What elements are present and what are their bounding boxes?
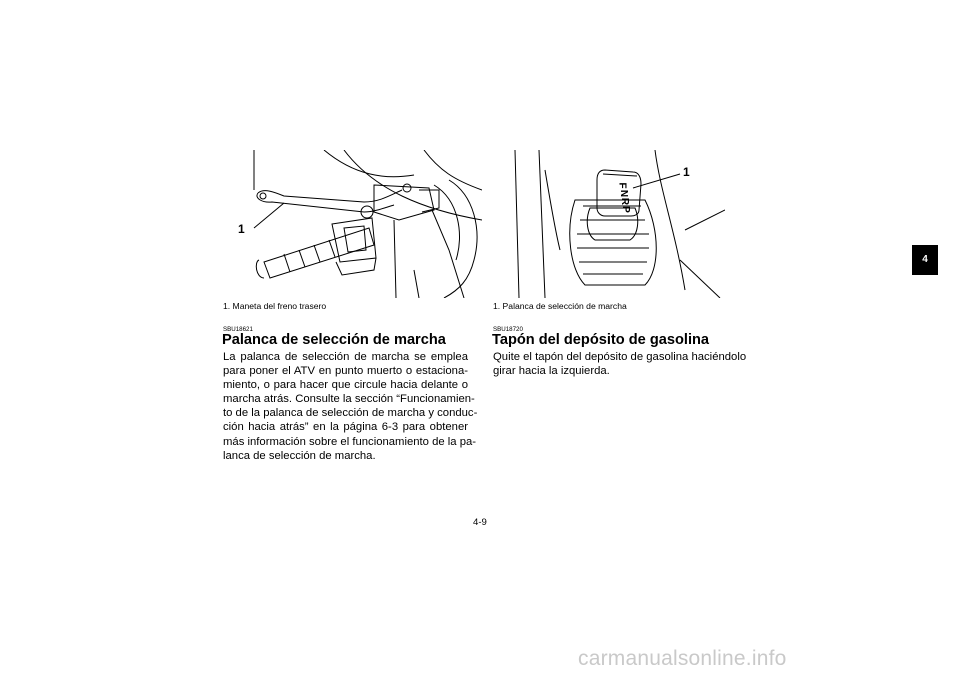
paragraph-line: miento, o para hacer que circule hacia delante o xyxy=(223,379,468,392)
shift-lever-illustration xyxy=(505,150,725,298)
paragraph-line: más información sobre el funcionamiento de la pa- xyxy=(223,435,477,448)
paragraph-line: Quite el tapón del depósito de gasolina haciéndolo xyxy=(493,351,747,363)
gear-letter-p: P xyxy=(619,206,631,213)
right-section-paragraph xyxy=(493,350,747,378)
brake-lever-illustration xyxy=(224,150,482,298)
right-section-code: SBU18720 xyxy=(493,326,523,333)
watermark: carmanualsonline.info xyxy=(578,647,787,670)
paragraph-line: girar hacia la izquierda. xyxy=(493,365,610,378)
left-section-paragraph xyxy=(223,350,478,463)
gear-letter-r: R xyxy=(619,197,631,206)
left-figure-callout: 1 xyxy=(238,222,245,236)
paragraph-line: La palanca de selección de marcha se emplea xyxy=(223,351,468,363)
left-section-code: SBU18621 xyxy=(223,326,253,333)
right-section-heading: Tapón del depósito de gasolina xyxy=(492,332,710,348)
paragraph-line: ción hacia atrás” en la página 6-3 para obtener xyxy=(223,421,468,434)
left-figure-caption: 1. Maneta del freno trasero xyxy=(223,301,327,311)
paragraph-line: to de la palanca de selección de marcha y conduc- xyxy=(223,407,478,420)
gear-letter-f: F xyxy=(616,182,628,189)
right-figure-caption: 1. Palanca de selección de marcha xyxy=(493,301,627,311)
page-number: 4-9 xyxy=(473,517,487,528)
gear-letter-n: N xyxy=(618,189,630,198)
chapter-tab: 4 xyxy=(912,245,938,275)
paragraph-line: para poner el ATV en punto muerto o estaciona- xyxy=(223,365,468,378)
paragraph-line: marcha atrás. Consulte la sección “Funcionamien- xyxy=(223,393,475,406)
right-figure-callout: 1 xyxy=(683,165,690,179)
paragraph-line: lanca de selección de marcha. xyxy=(223,449,376,462)
left-section-heading: Palanca de selección de marcha xyxy=(222,332,446,348)
